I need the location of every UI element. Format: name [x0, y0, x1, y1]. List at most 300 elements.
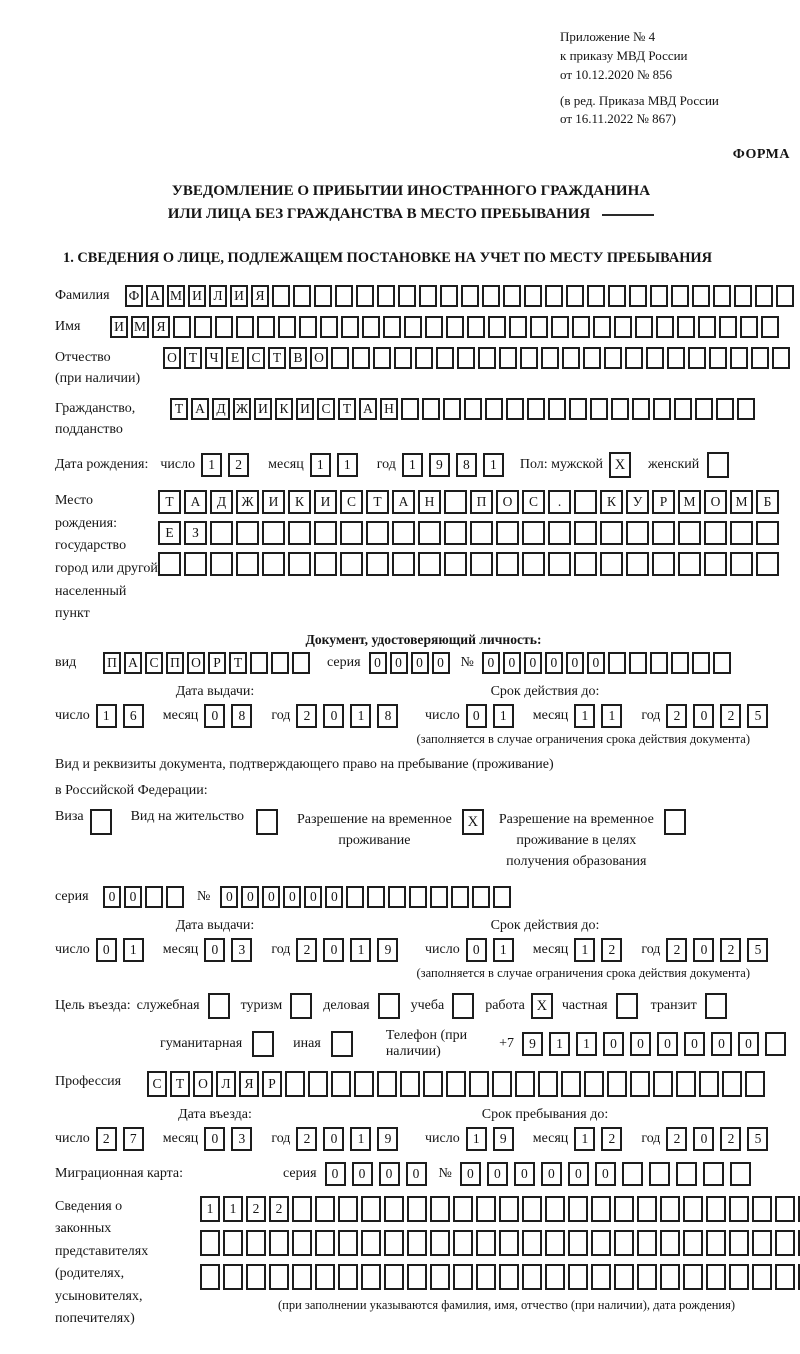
char-cell[interactable]	[630, 1071, 650, 1097]
char-cell[interactable]: О	[496, 490, 519, 514]
char-cell[interactable]	[472, 886, 490, 908]
char-cell[interactable]	[614, 316, 632, 338]
char-cell[interactable]	[418, 552, 441, 576]
char-cell[interactable]	[515, 1071, 535, 1097]
char-cell[interactable]: К	[288, 490, 311, 514]
char-cell[interactable]: 2	[96, 1127, 117, 1151]
char-cell[interactable]: П	[470, 490, 493, 514]
char-cell[interactable]: С	[145, 652, 163, 674]
char-cell[interactable]	[608, 652, 626, 674]
char-cell[interactable]: 0	[369, 652, 387, 674]
char-cell[interactable]: Н	[418, 490, 441, 514]
char-cell[interactable]	[361, 1264, 381, 1290]
char-cell[interactable]: 0	[124, 886, 142, 908]
char-cell[interactable]	[338, 1264, 358, 1290]
char-cell[interactable]	[223, 1264, 243, 1290]
char-cell[interactable]	[166, 886, 184, 908]
char-cell[interactable]	[373, 347, 391, 369]
char-cell[interactable]	[522, 1264, 542, 1290]
char-cell[interactable]	[383, 316, 401, 338]
char-cell[interactable]	[548, 521, 571, 545]
char-cell[interactable]	[278, 316, 296, 338]
char-cell[interactable]	[377, 285, 395, 307]
char-cell[interactable]: 1	[574, 1127, 595, 1151]
char-cell[interactable]	[635, 316, 653, 338]
char-cell[interactable]	[614, 1196, 634, 1222]
char-cell[interactable]: 1	[201, 453, 222, 477]
char-cell[interactable]	[315, 1230, 335, 1256]
char-cell[interactable]: 1	[310, 453, 331, 477]
char-cell[interactable]	[425, 316, 443, 338]
char-cell[interactable]	[545, 1264, 565, 1290]
char-cell[interactable]	[346, 886, 364, 908]
char-cell[interactable]	[423, 1071, 443, 1097]
char-cell[interactable]	[451, 886, 469, 908]
char-cell[interactable]: .	[548, 490, 571, 514]
char-cell[interactable]: О	[163, 347, 181, 369]
char-cell[interactable]: 8	[456, 453, 477, 477]
char-cell[interactable]: 0	[545, 652, 563, 674]
char-cell[interactable]: К	[600, 490, 623, 514]
char-cell[interactable]: 0	[541, 1162, 562, 1186]
char-cell[interactable]	[443, 398, 461, 420]
char-cell[interactable]: 0	[323, 938, 344, 962]
char-cell[interactable]	[488, 316, 506, 338]
char-cell[interactable]	[292, 1230, 312, 1256]
char-cell[interactable]	[400, 1071, 420, 1097]
char-cell[interactable]: Б	[756, 490, 779, 514]
char-cell[interactable]: 2	[228, 453, 249, 477]
char-cell[interactable]: 0	[566, 652, 584, 674]
char-cell[interactable]	[676, 1162, 697, 1186]
char-cell[interactable]: 0	[204, 938, 225, 962]
char-cell[interactable]: 2	[720, 938, 741, 962]
char-cell[interactable]	[430, 1264, 450, 1290]
char-cell[interactable]	[756, 552, 779, 576]
char-cell[interactable]	[637, 1230, 657, 1256]
char-cell[interactable]	[653, 1071, 673, 1097]
char-cell[interactable]	[730, 552, 753, 576]
char-cell[interactable]	[470, 552, 493, 576]
char-cell[interactable]	[593, 316, 611, 338]
char-cell[interactable]: 5	[747, 938, 768, 962]
char-cell[interactable]	[751, 347, 769, 369]
char-cell[interactable]: 0	[693, 704, 714, 728]
checkbox-cell[interactable]	[452, 993, 474, 1019]
char-cell[interactable]: С	[317, 398, 335, 420]
char-cell[interactable]: 2	[666, 1127, 687, 1151]
char-cell[interactable]	[730, 1162, 751, 1186]
char-cell[interactable]	[453, 1196, 473, 1222]
char-cell[interactable]	[314, 552, 337, 576]
char-cell[interactable]: А	[146, 285, 164, 307]
char-cell[interactable]	[340, 521, 363, 545]
char-cell[interactable]	[745, 1071, 765, 1097]
char-cell[interactable]: С	[340, 490, 363, 514]
char-cell[interactable]: М	[730, 490, 753, 514]
checkbox-cell[interactable]	[256, 809, 278, 835]
char-cell[interactable]	[262, 552, 285, 576]
char-cell[interactable]	[695, 398, 713, 420]
char-cell[interactable]	[530, 316, 548, 338]
char-cell[interactable]	[772, 347, 790, 369]
char-cell[interactable]: 0	[503, 652, 521, 674]
char-cell[interactable]	[478, 347, 496, 369]
char-cell[interactable]: Д	[210, 490, 233, 514]
char-cell[interactable]: С	[522, 490, 545, 514]
char-cell[interactable]	[338, 1196, 358, 1222]
char-cell[interactable]: 2	[296, 704, 317, 728]
char-cell[interactable]: Ч	[205, 347, 223, 369]
char-cell[interactable]	[215, 316, 233, 338]
char-cell[interactable]: 5	[747, 1127, 768, 1151]
char-cell[interactable]: Н	[380, 398, 398, 420]
char-cell[interactable]	[713, 652, 731, 674]
char-cell[interactable]	[568, 1196, 588, 1222]
char-cell[interactable]	[453, 1230, 473, 1256]
char-cell[interactable]: 0	[595, 1162, 616, 1186]
char-cell[interactable]	[569, 398, 587, 420]
char-cell[interactable]: 0	[352, 1162, 373, 1186]
char-cell[interactable]: И	[314, 490, 337, 514]
char-cell[interactable]	[407, 1230, 427, 1256]
char-cell[interactable]	[499, 1196, 519, 1222]
char-cell[interactable]	[538, 1071, 558, 1097]
char-cell[interactable]	[652, 521, 675, 545]
char-cell[interactable]	[650, 652, 668, 674]
char-cell[interactable]	[257, 316, 275, 338]
char-cell[interactable]	[384, 1264, 404, 1290]
char-cell[interactable]: 1	[337, 453, 358, 477]
char-cell[interactable]	[377, 1071, 397, 1097]
char-cell[interactable]: И	[188, 285, 206, 307]
char-cell[interactable]	[236, 316, 254, 338]
char-cell[interactable]: 1	[493, 938, 514, 962]
char-cell[interactable]	[271, 652, 289, 674]
char-cell[interactable]	[200, 1264, 220, 1290]
char-cell[interactable]	[752, 1196, 772, 1222]
char-cell[interactable]	[622, 1162, 643, 1186]
char-cell[interactable]: 9	[522, 1032, 543, 1056]
char-cell[interactable]	[446, 316, 464, 338]
char-cell[interactable]: 0	[630, 1032, 651, 1056]
char-cell[interactable]	[292, 652, 310, 674]
char-cell[interactable]	[194, 316, 212, 338]
char-cell[interactable]	[629, 285, 647, 307]
char-cell[interactable]	[341, 316, 359, 338]
char-cell[interactable]: 0	[204, 1127, 225, 1151]
char-cell[interactable]: 1	[96, 704, 117, 728]
char-cell[interactable]: 1	[574, 938, 595, 962]
char-cell[interactable]	[496, 521, 519, 545]
char-cell[interactable]: 0	[325, 1162, 346, 1186]
char-cell[interactable]	[776, 285, 794, 307]
char-cell[interactable]	[418, 521, 441, 545]
char-cell[interactable]	[457, 347, 475, 369]
char-cell[interactable]	[444, 521, 467, 545]
char-cell[interactable]: З	[184, 521, 207, 545]
char-cell[interactable]: 3	[231, 1127, 252, 1151]
char-cell[interactable]	[422, 398, 440, 420]
char-cell[interactable]	[392, 521, 415, 545]
char-cell[interactable]	[361, 1230, 381, 1256]
char-cell[interactable]	[362, 316, 380, 338]
char-cell[interactable]: И	[262, 490, 285, 514]
char-cell[interactable]	[637, 1264, 657, 1290]
char-cell[interactable]	[173, 316, 191, 338]
char-cell[interactable]	[444, 490, 467, 514]
char-cell[interactable]	[292, 1264, 312, 1290]
char-cell[interactable]	[566, 285, 584, 307]
char-cell[interactable]	[551, 316, 569, 338]
char-cell[interactable]	[671, 652, 689, 674]
char-cell[interactable]	[314, 285, 332, 307]
char-cell[interactable]: 0	[711, 1032, 732, 1056]
checkbox-cell[interactable]: X	[462, 809, 484, 835]
char-cell[interactable]	[509, 316, 527, 338]
char-cell[interactable]: Е	[226, 347, 244, 369]
char-cell[interactable]	[409, 886, 427, 908]
char-cell[interactable]: Р	[262, 1071, 282, 1097]
char-cell[interactable]: И	[254, 398, 272, 420]
checkbox-cell[interactable]	[252, 1031, 274, 1057]
char-cell[interactable]	[269, 1230, 289, 1256]
char-cell[interactable]: О	[310, 347, 328, 369]
char-cell[interactable]	[729, 1196, 749, 1222]
char-cell[interactable]	[600, 552, 623, 576]
char-cell[interactable]: А	[359, 398, 377, 420]
char-cell[interactable]	[572, 316, 590, 338]
char-cell[interactable]	[674, 398, 692, 420]
checkbox-cell[interactable]	[705, 993, 727, 1019]
char-cell[interactable]	[692, 652, 710, 674]
char-cell[interactable]: 9	[377, 938, 398, 962]
char-cell[interactable]	[660, 1264, 680, 1290]
char-cell[interactable]: 0	[603, 1032, 624, 1056]
char-cell[interactable]	[660, 1230, 680, 1256]
char-cell[interactable]: 2	[296, 938, 317, 962]
char-cell[interactable]: О	[187, 652, 205, 674]
char-cell[interactable]	[236, 521, 259, 545]
char-cell[interactable]: 0	[524, 652, 542, 674]
char-cell[interactable]: 0	[304, 886, 322, 908]
char-cell[interactable]: 2	[720, 1127, 741, 1151]
char-cell[interactable]	[499, 347, 517, 369]
char-cell[interactable]: 1	[350, 704, 371, 728]
char-cell[interactable]: 1	[466, 1127, 487, 1151]
char-cell[interactable]	[677, 316, 695, 338]
char-cell[interactable]: 2	[601, 1127, 622, 1151]
char-cell[interactable]	[384, 1230, 404, 1256]
char-cell[interactable]	[485, 398, 503, 420]
char-cell[interactable]	[392, 552, 415, 576]
char-cell[interactable]	[722, 1071, 742, 1097]
char-cell[interactable]: 8	[231, 704, 252, 728]
char-cell[interactable]	[308, 1071, 328, 1097]
char-cell[interactable]	[656, 316, 674, 338]
char-cell[interactable]: 0	[693, 938, 714, 962]
char-cell[interactable]	[522, 552, 545, 576]
checkbox-cell[interactable]	[290, 993, 312, 1019]
char-cell[interactable]: 2	[269, 1196, 289, 1222]
char-cell[interactable]: Т	[158, 490, 181, 514]
char-cell[interactable]	[492, 1071, 512, 1097]
char-cell[interactable]	[545, 285, 563, 307]
char-cell[interactable]	[522, 521, 545, 545]
char-cell[interactable]: Ф	[125, 285, 143, 307]
char-cell[interactable]: 0	[283, 886, 301, 908]
char-cell[interactable]: 0	[323, 704, 344, 728]
char-cell[interactable]	[496, 552, 519, 576]
char-cell[interactable]	[591, 1196, 611, 1222]
char-cell[interactable]	[470, 521, 493, 545]
char-cell[interactable]	[653, 398, 671, 420]
char-cell[interactable]	[469, 1071, 489, 1097]
char-cell[interactable]: П	[103, 652, 121, 674]
char-cell[interactable]: Т	[170, 1071, 190, 1097]
char-cell[interactable]	[262, 521, 285, 545]
char-cell[interactable]	[574, 552, 597, 576]
char-cell[interactable]	[591, 1230, 611, 1256]
char-cell[interactable]	[737, 398, 755, 420]
char-cell[interactable]: 1	[576, 1032, 597, 1056]
char-cell[interactable]: 0	[406, 1162, 427, 1186]
char-cell[interactable]	[683, 1196, 703, 1222]
char-cell[interactable]	[184, 552, 207, 576]
char-cell[interactable]: 0	[693, 1127, 714, 1151]
char-cell[interactable]: 2	[720, 704, 741, 728]
char-cell[interactable]	[444, 552, 467, 576]
checkbox-cell[interactable]	[208, 993, 230, 1019]
char-cell[interactable]	[464, 398, 482, 420]
char-cell[interactable]	[590, 398, 608, 420]
char-cell[interactable]: И	[296, 398, 314, 420]
char-cell[interactable]	[236, 552, 259, 576]
char-cell[interactable]: 0	[323, 1127, 344, 1151]
char-cell[interactable]	[730, 521, 753, 545]
char-cell[interactable]	[453, 1264, 473, 1290]
char-cell[interactable]	[366, 521, 389, 545]
char-cell[interactable]: 8	[377, 704, 398, 728]
char-cell[interactable]	[730, 347, 748, 369]
char-cell[interactable]: 1	[223, 1196, 243, 1222]
char-cell[interactable]	[660, 1196, 680, 1222]
checkbox-cell[interactable]	[616, 993, 638, 1019]
char-cell[interactable]: А	[392, 490, 415, 514]
char-cell[interactable]	[698, 316, 716, 338]
char-cell[interactable]: Т	[229, 652, 247, 674]
char-cell[interactable]	[482, 285, 500, 307]
char-cell[interactable]: 0	[325, 886, 343, 908]
char-cell[interactable]	[729, 1230, 749, 1256]
char-cell[interactable]	[646, 347, 664, 369]
char-cell[interactable]: И	[230, 285, 248, 307]
char-cell[interactable]	[699, 1071, 719, 1097]
char-cell[interactable]	[467, 316, 485, 338]
char-cell[interactable]	[584, 1071, 604, 1097]
char-cell[interactable]	[614, 1264, 634, 1290]
char-cell[interactable]	[775, 1230, 795, 1256]
char-cell[interactable]	[683, 1264, 703, 1290]
char-cell[interactable]	[692, 285, 710, 307]
char-cell[interactable]: 0	[466, 938, 487, 962]
char-cell[interactable]	[158, 552, 181, 576]
char-cell[interactable]: 0	[411, 652, 429, 674]
char-cell[interactable]: В	[289, 347, 307, 369]
char-cell[interactable]	[709, 347, 727, 369]
char-cell[interactable]: 0	[466, 704, 487, 728]
char-cell[interactable]: 7	[123, 1127, 144, 1151]
char-cell[interactable]	[394, 347, 412, 369]
char-cell[interactable]: 0	[514, 1162, 535, 1186]
char-cell[interactable]	[625, 347, 643, 369]
char-cell[interactable]: Т	[268, 347, 286, 369]
char-cell[interactable]	[476, 1230, 496, 1256]
char-cell[interactable]	[331, 347, 349, 369]
char-cell[interactable]	[430, 1196, 450, 1222]
char-cell[interactable]	[626, 521, 649, 545]
checkbox-cell[interactable]	[664, 809, 686, 835]
char-cell[interactable]: А	[124, 652, 142, 674]
char-cell[interactable]	[752, 1230, 772, 1256]
char-cell[interactable]: 0	[568, 1162, 589, 1186]
char-cell[interactable]: 0	[738, 1032, 759, 1056]
char-cell[interactable]	[335, 285, 353, 307]
char-cell[interactable]	[527, 398, 545, 420]
char-cell[interactable]	[688, 347, 706, 369]
char-cell[interactable]: П	[166, 652, 184, 674]
char-cell[interactable]	[366, 552, 389, 576]
char-cell[interactable]	[398, 285, 416, 307]
char-cell[interactable]: Т	[338, 398, 356, 420]
char-cell[interactable]: 1	[350, 938, 371, 962]
char-cell[interactable]	[493, 886, 511, 908]
char-cell[interactable]: Т	[170, 398, 188, 420]
char-cell[interactable]: М	[131, 316, 149, 338]
char-cell[interactable]	[545, 1230, 565, 1256]
char-cell[interactable]: У	[626, 490, 649, 514]
char-cell[interactable]	[752, 1264, 772, 1290]
char-cell[interactable]	[440, 285, 458, 307]
char-cell[interactable]	[775, 1264, 795, 1290]
char-cell[interactable]	[446, 1071, 466, 1097]
char-cell[interactable]: 1	[123, 938, 144, 962]
char-cell[interactable]	[568, 1264, 588, 1290]
char-cell[interactable]	[499, 1264, 519, 1290]
char-cell[interactable]	[461, 285, 479, 307]
char-cell[interactable]	[246, 1230, 266, 1256]
char-cell[interactable]	[210, 552, 233, 576]
checkbox-cell[interactable]	[90, 809, 112, 835]
char-cell[interactable]	[756, 521, 779, 545]
char-cell[interactable]: Л	[209, 285, 227, 307]
char-cell[interactable]: 0	[432, 652, 450, 674]
char-cell[interactable]: 0	[482, 652, 500, 674]
char-cell[interactable]	[520, 347, 538, 369]
char-cell[interactable]: Р	[652, 490, 675, 514]
char-cell[interactable]: 1	[350, 1127, 371, 1151]
char-cell[interactable]: 9	[377, 1127, 398, 1151]
char-cell[interactable]: 0	[204, 704, 225, 728]
char-cell[interactable]: Ж	[233, 398, 251, 420]
char-cell[interactable]	[407, 1264, 427, 1290]
char-cell[interactable]	[704, 552, 727, 576]
char-cell[interactable]: Е	[158, 521, 181, 545]
char-cell[interactable]: М	[167, 285, 185, 307]
char-cell[interactable]	[678, 521, 701, 545]
char-cell[interactable]	[600, 521, 623, 545]
char-cell[interactable]	[210, 521, 233, 545]
